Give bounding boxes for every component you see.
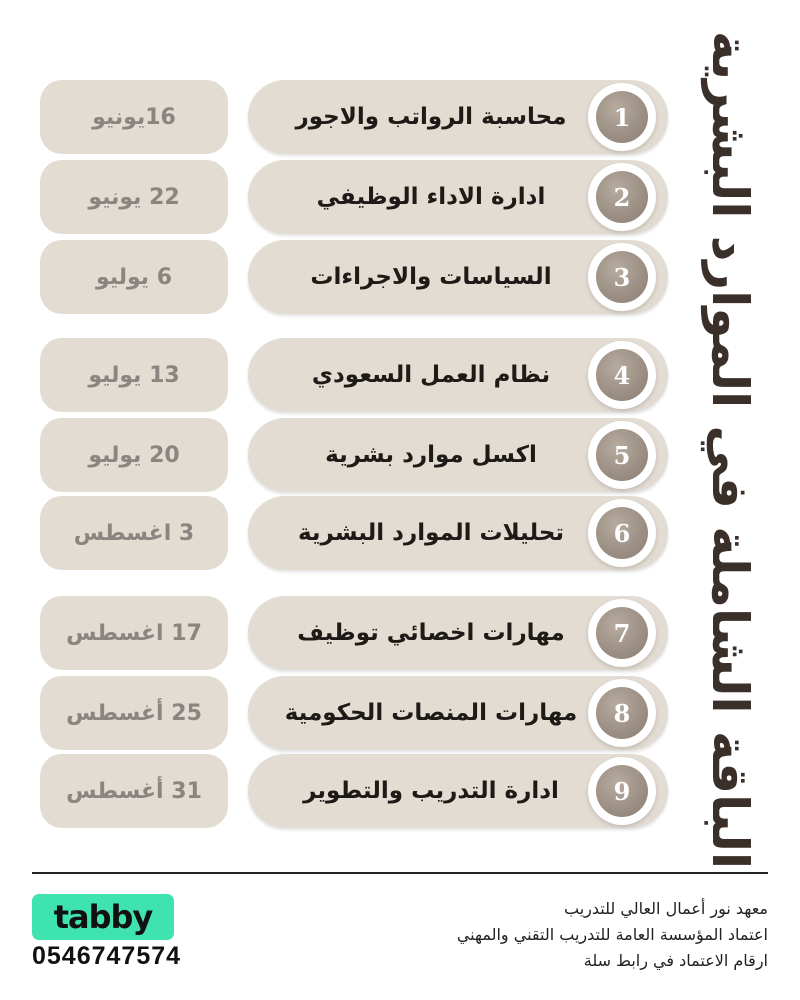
date-badge: 13 يوليو: [40, 338, 228, 412]
number-badge: [588, 243, 656, 311]
institute-info: [348, 896, 768, 974]
date-badge: 25 أغسطس: [40, 676, 228, 750]
course-number: 9: [596, 765, 648, 817]
course-title: محاسبة الرواتب والاجور: [295, 104, 567, 130]
course-row: [40, 240, 680, 316]
course-row: [40, 418, 680, 494]
course-number: 6: [596, 507, 648, 559]
institute-name: معهد نور أعمال العالي للتدريب: [563, 899, 768, 918]
course-row: [40, 496, 680, 572]
vertical-title: [670, 30, 790, 870]
number-badge: [588, 83, 656, 151]
number-badge: [588, 421, 656, 489]
course-row: [40, 160, 680, 236]
number-badge: [588, 499, 656, 567]
course-title: السياسات والاجراءات: [310, 264, 552, 290]
course-row: [40, 80, 680, 156]
date-badge: 31 أغسطس: [40, 754, 228, 828]
course-title: مهارات اخصائي توظيف: [297, 620, 565, 646]
date-badge: 20 يوليو: [40, 418, 228, 492]
course-number: 1: [596, 91, 648, 143]
date-badge: 16يونيو: [40, 80, 228, 154]
date-badge: 3 اغسطس: [40, 496, 228, 570]
course-number: 5: [596, 429, 648, 481]
course-number: 4: [596, 349, 648, 401]
number-badge: [588, 341, 656, 409]
course-number: 8: [596, 687, 648, 739]
course-title: تحليلات الموارد البشرية: [297, 520, 565, 546]
number-badge: [588, 163, 656, 231]
number-badge: [588, 679, 656, 747]
date-badge: 6 يوليو: [40, 240, 228, 314]
course-number: 7: [596, 607, 648, 659]
date-badge: 22 يونيو: [40, 160, 228, 234]
course-row: [40, 676, 680, 752]
date-badge: 17 اغسطس: [40, 596, 228, 670]
course-title: نظام العمل السعودي: [311, 362, 551, 388]
course-title: ادارة التدريب والتطوير: [303, 778, 559, 804]
course-row: [40, 596, 680, 672]
accreditation-numbers: ارقام الاعتماد في رابط سلة: [583, 951, 768, 970]
number-badge: [588, 757, 656, 825]
course-number: 2: [596, 171, 648, 223]
phone-number: 0546747574: [32, 942, 182, 970]
number-badge: [588, 599, 656, 667]
course-row: [40, 338, 680, 414]
tabby-logo: tabby: [32, 894, 174, 940]
course-row: [40, 754, 680, 830]
page-title: الباقة الشاملة في الموارد البشرية: [701, 30, 760, 870]
course-title: اكسل موارد بشرية: [325, 442, 537, 468]
footer-divider: [32, 872, 768, 874]
course-title: مهارات المنصات الحكومية: [284, 700, 578, 726]
course-title: ادارة الاداء الوظيفي: [316, 184, 546, 210]
accreditation-text: اعتماد المؤسسة العامة للتدريب التقني والمهني: [456, 925, 768, 944]
course-number: 3: [596, 251, 648, 303]
